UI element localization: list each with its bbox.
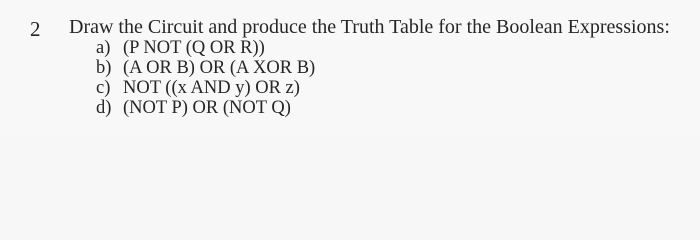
- item-expression: (NOT P) OR (NOT Q): [123, 98, 291, 118]
- item-expression: NOT ((x AND y) OR z): [123, 78, 300, 98]
- expression-item-d: [96, 98, 315, 118]
- item-label: b): [96, 58, 112, 78]
- expression-item-c: [96, 78, 315, 98]
- item-expression: (A OR B) OR (A XOR B): [123, 58, 316, 78]
- expression-item-a: [96, 38, 315, 58]
- item-expression: (P NOT (Q OR R)): [123, 38, 265, 58]
- item-label: c): [96, 78, 111, 98]
- expression-list: [96, 38, 315, 118]
- item-label: d): [96, 98, 112, 118]
- question-number: 2: [30, 17, 41, 41]
- expression-item-b: [96, 58, 315, 78]
- question-prompt: Draw the Circuit and produce the Truth Table for the Boolean Expressions:: [69, 16, 670, 38]
- item-label: a): [96, 38, 111, 58]
